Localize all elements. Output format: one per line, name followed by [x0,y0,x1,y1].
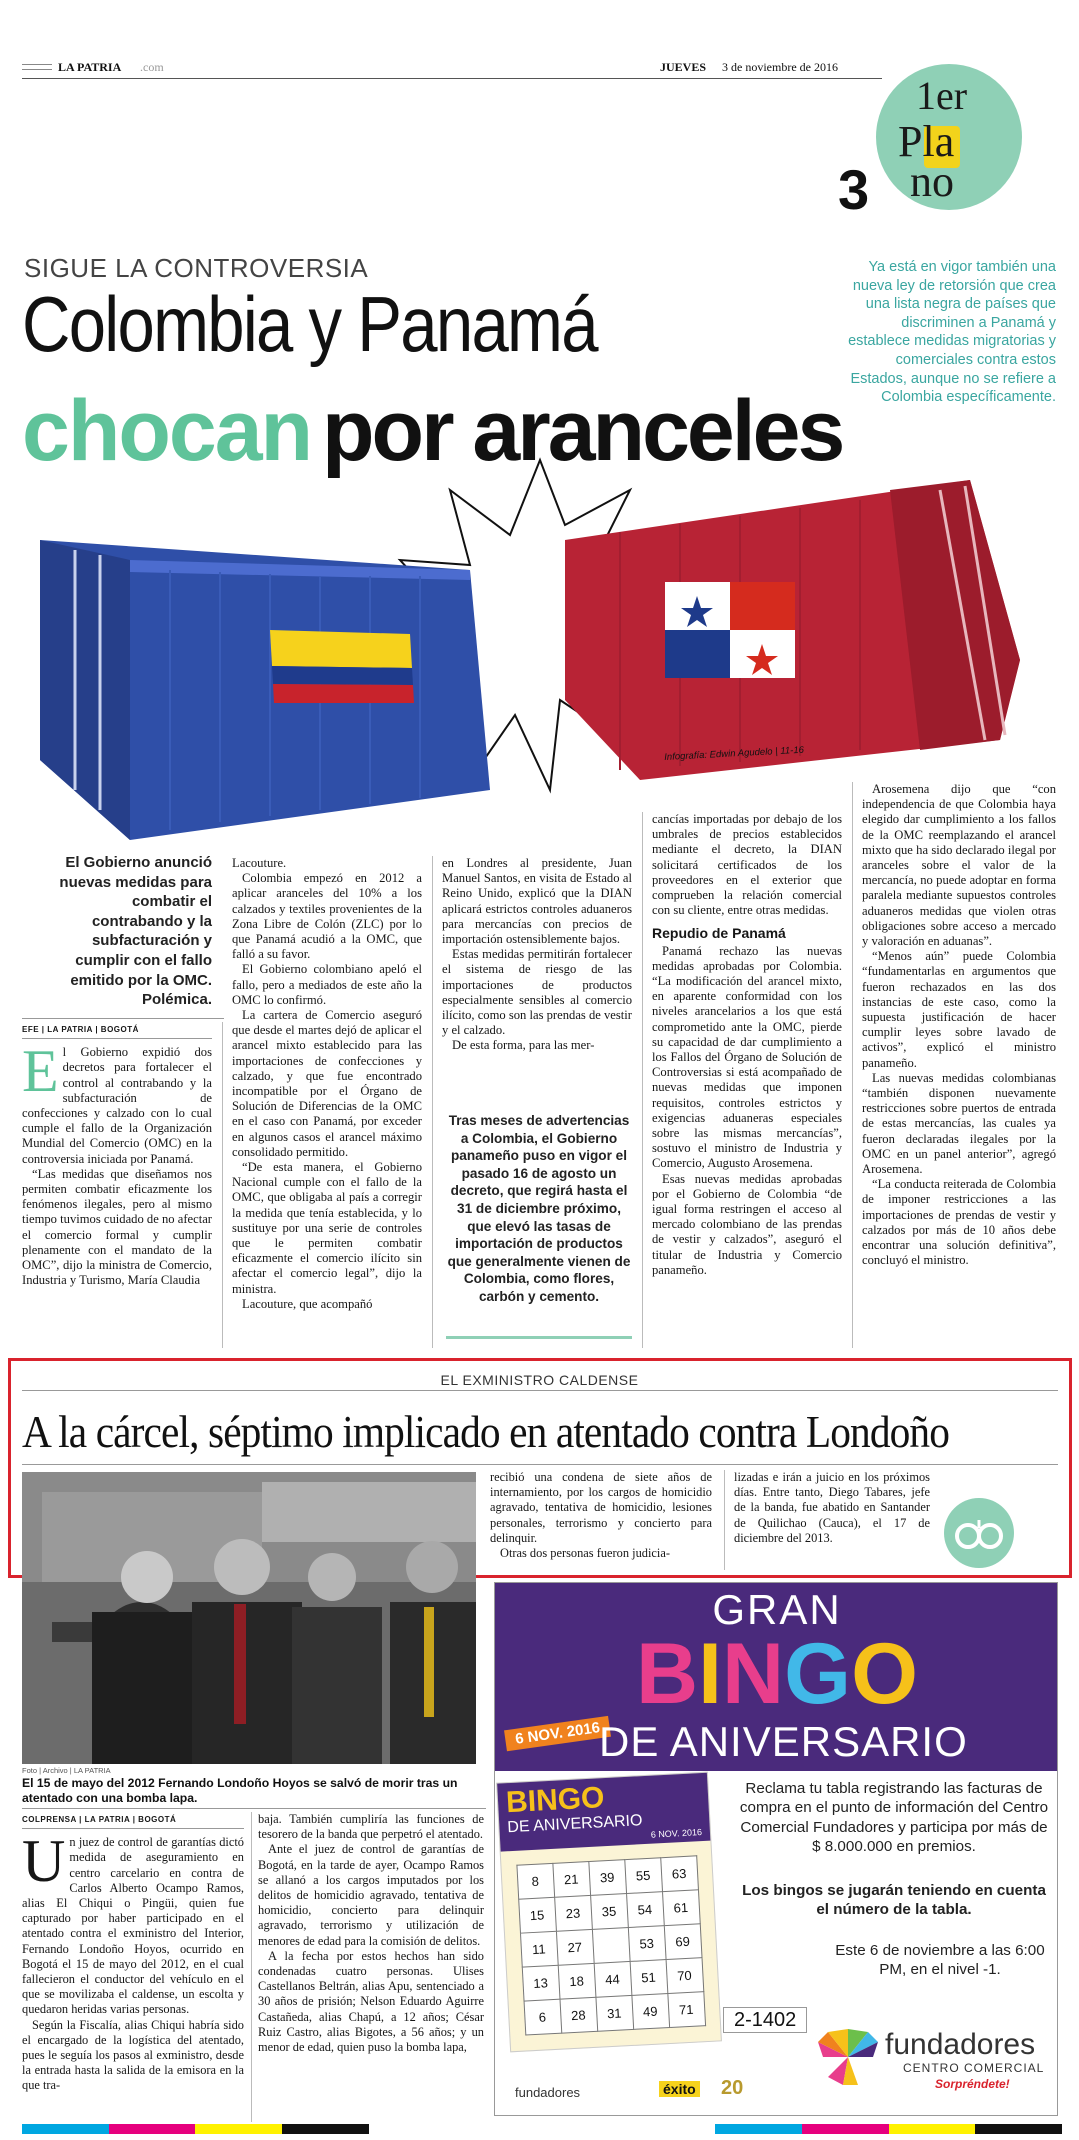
masthead-logo-mark [22,64,52,70]
bingo-grid-cell: 13 [522,1965,560,2001]
second-col2-p3: A la fecha por estos hechos han sido condenadas cuatro personas. Ulises Castellanos Beltrán, alias Apu, sentenciado a 30 años de prisión; Nelson Eduardo Aguirre Castañeda, alias Chapú, a 12 años; César Ruiz Castro, alias Bigotes, a 56 años; y un menor de edad, quien puso la bomba lapa, [258,1948,484,2055]
bingo-grid-cell: 11 [520,1931,558,1967]
main-col5-p4: “La conducta reiterada de Colombia de imponer restricciones a las importaciones de prendas de vestir y calzados por más de 10 años debe encontrar una solución definitiva”, concluyó el ministro. [862,1177,1056,1268]
main-pullquote: Tras meses de advertencias a Colombia, el Gobierno panameño puso en vigor el pasado 16 de agosto un decreto, que regirá hasta el 31 de diciembre próximo, que elevó las tasas de importación de productos que generalmente vienen de Colombia, como flores, carbón y cemento. [447,1113,631,1304]
second-col2-p1: baja. También cumpliría las funciones de tesorero de la banda que perpetró el atentado. [258,1812,484,1842]
bingo-grid-cell: 6 [524,1999,562,2035]
second-headline-rule [22,1464,1058,1465]
main-col5-p3: Las nuevas medidas colombianas “también disponen nuevamente restricciones sobre puertos de entrada de estas mercancías, las cuales ya fueron declaradas ilegales por la OMC en un panel anterior”, agregó Arosemena. [862,1070,1056,1177]
main-kicker: SIGUE LA CONTROVERSIA [24,253,369,283]
bingo-letter-n: N [722,1626,785,1722]
second-col1-p2: Según la Fiscalía, alias Chiqui habría sido el encargado de la logística del atentado, pues le seguía los pasos al exministro, desde la entrada hasta la salida de la emisora en la que tra- [22,2017,244,2093]
bingo-brand-sub: CENTRO COMERCIAL [903,2061,1045,2075]
second-col3-p2: Otras dos personas fueron judicia- [500,1546,670,1561]
second-col-rule-2 [724,1470,725,1570]
bingo-grid-cell: 51 [630,1960,668,1996]
second-col3-p1: recibió una condena de siete años de internamiento, por los cargos de homicidio agravado, tentativa de homicidio, lesiones personales, terrorismo y concierto para delinquir. [490,1470,712,1545]
main-headline-black: por aranceles [322,383,843,479]
second-kicker-rule [22,1390,1058,1391]
bingo-card-title: BINGO [505,1781,606,1820]
bingo-grid-cell: 55 [624,1858,662,1894]
bingo-letter-g: G [784,1626,852,1722]
panama-flag [665,582,795,678]
main-col2-p5: “De esta manera, el Gobierno Nacional cumple con el fallo de la OMC, que obligaba al país a corregir la medida que tenía establecida, y lo sustituye por una serie de controles que le permiten combatir eficazmente el comercio ilícito sin afectar el comercio legal”, dijo la ministra. [232,1160,422,1296]
bingo-letters [495,1626,1058,1722]
main-lead: El Gobierno anunció nuevas medidas para combatir el contrabando y la subfacturación y cumplir con el fallo emitido por la OMC. Polémica. [59,854,212,1009]
bingo-text1: Reclama tu tabla registrando las facturas de compra en el punto de información del Centro Comercial Fundadores y participa por más de $ 8.000.000 en premios. [739,1780,1049,1856]
fundadores-logo-icon [813,2027,883,2087]
main-col3-p2: Estas medidas permitirán fortalecer el sistema de riesgo de las importaciones de productos especialmente sensibles al comercio ilícito, como son las prendas de vestir y el calzado. [442,947,632,1038]
main-col2-p1: Lacouture. [232,856,287,870]
caption-rule [22,1808,486,1809]
second-col2-p2: Ante el juez de control de garantías de Bogotá, en la tarde de ayer, Ocampo Ramos se allanó a los cargos imputados por los delitos de homicidio agravado, tentativa de homicidio, concierto para delinquir agravado, terrorismo y utilización de menores de edad para la comisión de delitos. [258,1842,484,1948]
bingo-ad [494,1582,1058,2116]
bingo-grid-cell: 35 [590,1894,628,1930]
bingo-letter-o: O [851,1626,918,1722]
main-dropcap: E [22,1038,59,1105]
bingo-card-date: 6 NOV. 2016 [650,1827,703,1840]
second-col4-p1: lizadas e irán a juicio en los próximos días. Entre tanto, Diego Tabares, jefe de la banda, fue abatido en Santander de Quilichao (Cauca), el 17 de diciembre del 2013. [734,1470,930,1545]
handcuffs-icon [944,1498,1014,1568]
bingo-letter-b: B [636,1626,699,1722]
main-col3 [442,856,632,1054]
main-col4-subhead: Repudio de Panamá [652,925,786,942]
masthead-rule [22,78,882,79]
second-headline: A la cárcel, séptimo implicado en atentado contra Londoño [22,1406,950,1457]
main-col5-p1: Arosemena dijo que “con independencia de que Colombia haya elegido dar cumplimiento a los fallos de la OMC reemplazando el arancel mixto que ha sido declarado ilegal por aranceles sobre el valor de la mercancía, no puede adoptar en forma paralela mediante supuestos controles aduaneros medidas que violen otras obligaciones sobre acceso a mercado y valoración en aduanas”. [862,782,1056,949]
bingo-grid-cell: 18 [558,1963,596,1999]
infographic-credit: Infografía: Edwin Agudelo | 11-16 [664,744,805,763]
bingo-grid-cell [592,1928,630,1964]
bingo-text2: Los bingos se jugarán teniendo en cuenta el número de la tabla. [742,1882,1046,1919]
main-col2-p6: Lacouture, que acompañó [242,1296,373,1311]
bingo-grid-cell: 39 [588,1860,626,1896]
main-col-rule-3 [642,812,643,1348]
section-badge-line3: no [910,157,954,206]
bingo-sponsor-anniversary: 20 [721,2077,744,2099]
bingo-grid [516,1855,706,2035]
main-sidebar-text: Ya está en vigor también una nueva ley de retorsión que crea una lista negra de países que discriminen a Panamá y establece medidas migratorias y comerciales contra estos Estados, aunque no se refiere a Colombia específicamente. [848,259,1056,406]
bingo-grid-cell: 8 [516,1863,554,1899]
main-col1 [22,1022,212,1288]
main-col4-p1: cancías importadas por debajo de los umbrales de precios establecidos mediante el decreto, la DIAN solicitará certificados de los proveedores en el exterior que comprueben la relación comercial con su cliente, entre otras medidas. [652,812,842,918]
bingo-card-subtitle: DE ANIVERSARIO [507,1812,643,1837]
section-badge-line2: Pla [898,117,955,166]
bingo-brand: fundadores [885,2028,1036,2061]
main-col3-p1: en Londres al presidente, Juan Manuel Santos, en visita de Estado al Reino Unido, explicó que la DIAN aplicará estrictos controles aduaneros para mercancías con precios de importación ostensiblemente bajos. [442,856,632,947]
masthead-logo: LA PATRIA [58,60,122,74]
photo-credit: Foto | Archivo | LA PATRIA [22,1766,111,1775]
bingo-ticket-code: 2-1402 [723,2007,807,2033]
bingo-grid-cell: 70 [666,1958,704,1994]
bingo-sponsor-exito: éxito [659,2081,700,2097]
bingo-subtitle: DE ANIVERSARIO [599,1718,968,1765]
masthead-logo-suffix: .com [140,60,164,74]
bingo-letter-i: I [698,1626,723,1722]
main-col5-p2: “Menos aún” puede Colombia “fundamentarlas en argumentos que fueron rechazados en las dos instancias de este caso, como la supuesta justificación de hacer cumplir leyes sobre lavado de activos”, explicó el ministro panameño. [862,949,1056,1070]
bingo-grid-cell: 31 [595,1995,633,2031]
bingo-grid-cell: 53 [628,1926,666,1962]
bingo-small-brand: fundadores [515,2085,581,2100]
bingo-ad-top [495,1583,1058,1771]
section-badge [876,64,1022,210]
lead-rule [22,1018,224,1019]
print-color-bar [22,2124,1062,2134]
bingo-grid-cell: 49 [631,1994,669,2030]
second-col-rule-1 [251,1812,252,2122]
bingo-grid-cell: 28 [559,1997,597,2033]
bingo-card-header [497,1773,710,1852]
masthead-date: 3 de noviembre de 2016 [722,60,838,74]
main-col4-p3: Esas nuevas medidas aprobadas por el Gobierno de Colombia “de igual forma restringen el acceso al mercado colombiano de las prendas de vestir y calzados”, aseguró el titular de Industria y Comercio panameño. [652,1171,842,1277]
bingo-grid-cell: 63 [660,1856,698,1892]
main-col1-p2: “Las medidas que diseñamos nos permiten combatir eficazmente los fenómenos ilegales, pero al mismo tiempo tuvimos cuidado de no afectar el comercio formal y cumplir plenamente con el mandato de la OMC”, dijo la ministra de Comercio, Industria y Turismo, María Claudia [22,1166,212,1288]
section-badge-line1: 1er [916,73,968,118]
bingo-grid-cell: 21 [552,1862,590,1898]
second-byline: COLPRENSA | LA PATRIA | BOGOTÁ [22,1812,244,1829]
main-col3-p3: De esta forma, para las mer- [452,1038,595,1053]
bingo-brand-slogan: Sorpréndete! [935,2077,1010,2091]
second-col1 [22,1812,244,2094]
main-headline-line1: Colombia y Panamá [22,280,597,368]
second-kicker: EL EXMINISTRO CALDENSE [440,1372,639,1388]
bingo-grid-cell: 23 [554,1895,592,1931]
bingo-grid-cell: 27 [556,1929,594,1965]
bingo-grid-cell: 15 [518,1897,556,1933]
main-col-rule-4 [852,782,853,1348]
main-col-rule-1 [222,1022,223,1348]
pullquote-rule [446,1336,632,1339]
main-col2-p3: El Gobierno colombiano apeló el fallo, pero a mediados de este año la OMC lo confirmó. [232,962,422,1007]
bingo-grid-cell: 71 [667,1992,705,2028]
main-col5 [862,782,1056,1269]
main-col4-p2: Panamá rechazo las nuevas medidas aprobadas por Colombia. “La modificación del arancel mixto, en aparente conformidad con los niveles arancelarios a los que está comprometido ante la OMC, pierde su capacidad de dar cumplimiento a los Fallos del Órgano de Solución de Controversias si está acompañado de nuevas medidas que imponen requisitos, controles estrictos y exigencias aduaneras especiales sobre las mismas mercancías”, sostuvo el ministro de Industria y Comercio, Augusto Arosemena. [652,943,842,1171]
main-col2 [232,856,422,1312]
main-col-rule-2 [432,856,433,1348]
second-col1-p1: n juez de control de garantías dictó medida de aseguramiento en centro carcelario en contra de Carlos Alberto Ocampo Ramos, alias El Chiqui o Pingüi, quien fue capturado por haber participado en el atentado contra el exministro del Interior, Fernando Londoño Hoyos, ocurrido en Bogotá el 15 de mayo del 2012, en el cual fallecieron el conductor del vehículo en el que se movilizaba el caldense, un escolta y quedaron heridas varias personas. [22,1835,244,2017]
masthead-day: JUEVES [660,60,707,74]
bingo-grid-cell: 54 [626,1892,664,1928]
blue-container [40,540,490,840]
second-col3 [490,1470,712,1561]
bingo-date-ribbon: 6 NOV. 2016 [504,1716,611,1751]
bingo-grid-cell: 61 [662,1890,700,1926]
main-col4 [652,812,842,1278]
masthead [22,60,884,78]
bingo-grid-cell: 44 [594,1961,632,1997]
second-dropcap: U [22,1828,66,1895]
bingo-grid-cell: 69 [664,1924,702,1960]
bingo-text3: Este 6 de noviembre a las 6:00 PM, en el nivel -1. [835,1942,1045,1979]
second-col4 [734,1470,930,1546]
main-byline: EFE | LA PATRIA | BOGOTÁ [22,1022,212,1039]
colombia-flag [270,630,414,703]
bingo-title-top: GRAN [712,1586,842,1633]
photo-caption: El 15 de mayo del 2012 Fernando Londoño Hoyos se salvó de morir tras un atentado con una bomba lapa. [22,1776,458,1805]
second-col2 [258,1812,484,2055]
main-col1-p1: l Gobierno expidió dos decretos para fortalecer el control al contrabando y la subfacturación de confecciones y calzado con lo cual cumple el fallo de la Organización Mundial del Comercio (OMC) en la controversia iniciada por Panamá. [22,1045,212,1166]
bingo-card [496,1772,722,2053]
main-col2-p2: Colombia empezó en 2012 a aplicar aranceles del 10% a los calzados y textiles provenientes de la Zona Libre de Colón (ZLC) por lo que Panamá acudió a la OMC, que falló a su favor. [232,871,422,962]
main-col2-p4: La cartera de Comercio aseguró que desde el martes dejó de aplicar el arancel mixto establecido para las importaciones de confecciones y calzado, y que fue encontrado incompatible por el Órgano de Solución de Diferencias de la OMC en el caso con Panamá, por exceder en algunos casos el arancel máximo consolidado permitido. [232,1008,422,1159]
news-photo [22,1472,476,1764]
page-number: 3 [838,158,870,221]
main-headline-green: chocan [22,383,312,479]
